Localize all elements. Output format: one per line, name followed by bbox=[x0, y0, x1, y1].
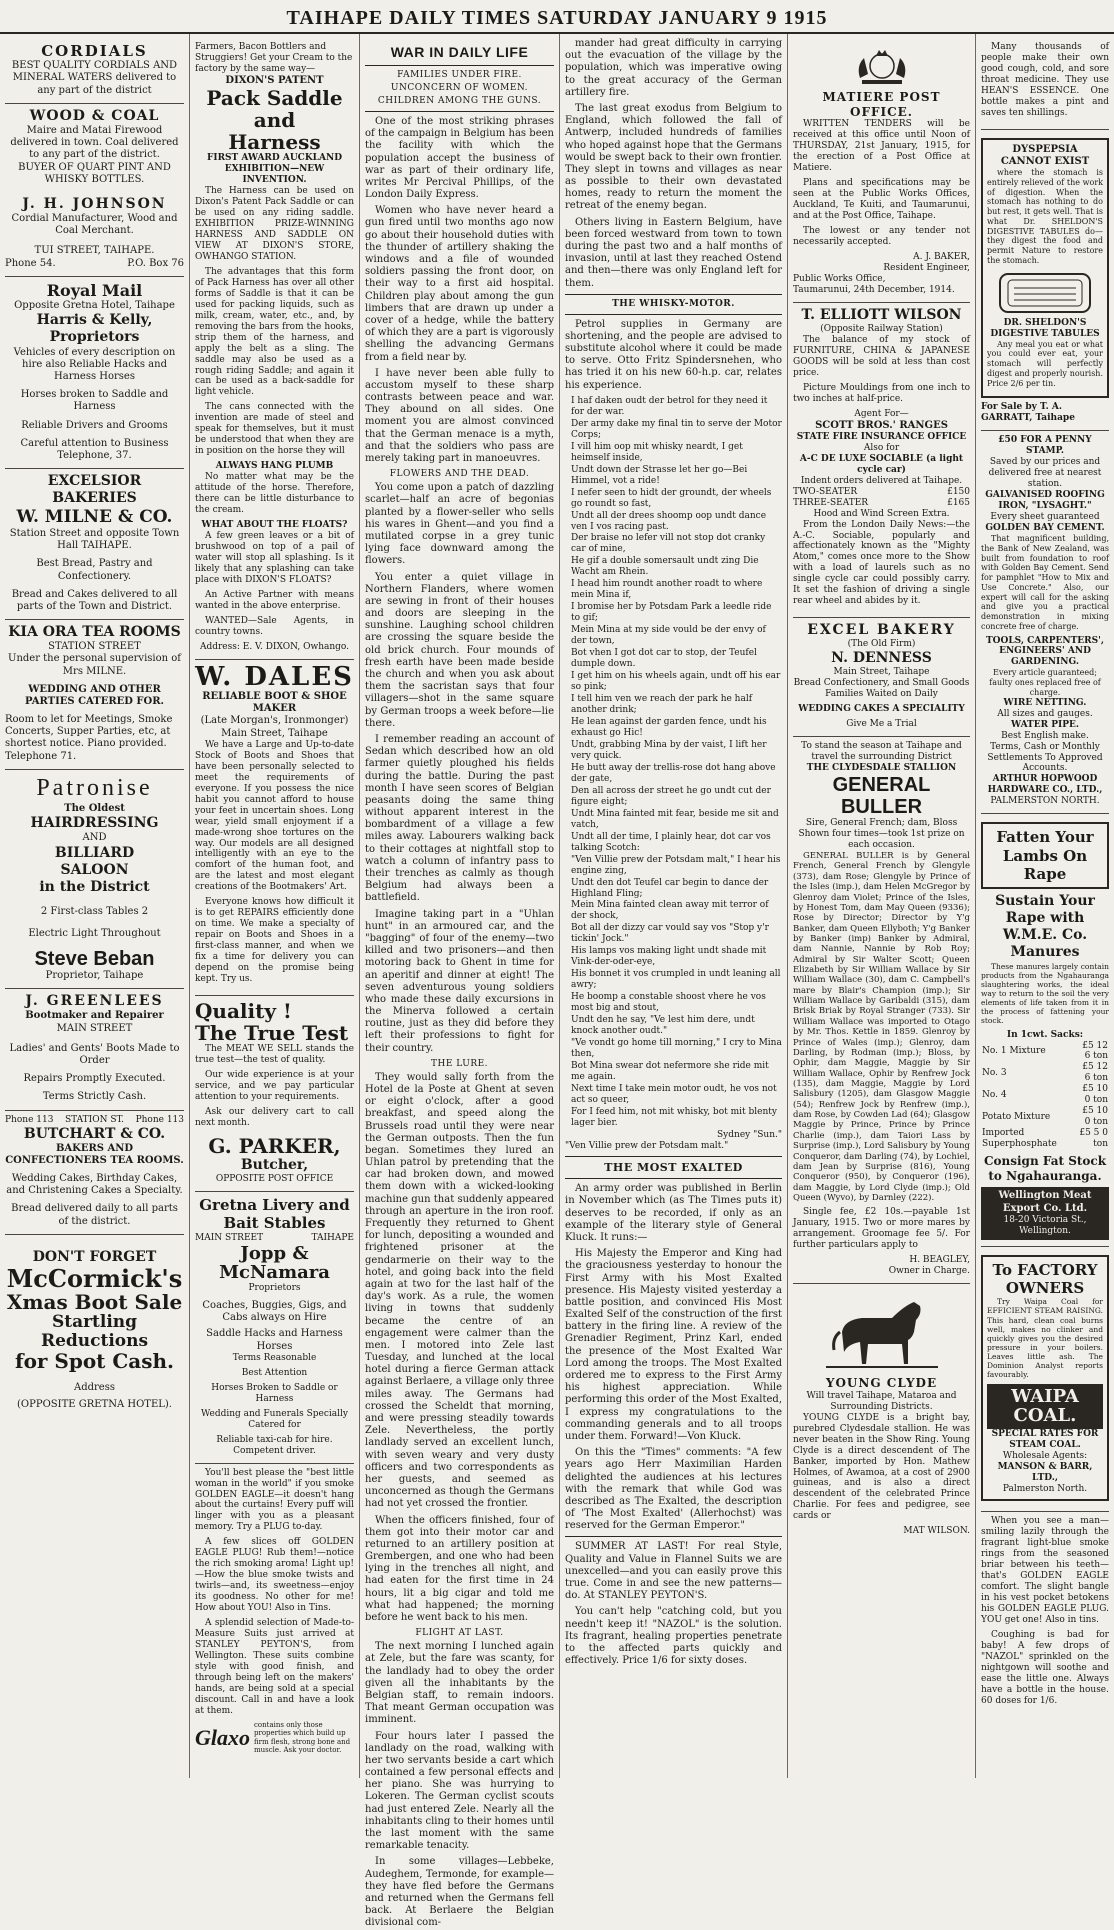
ad-g-parker: Quality ! The True Test The MEAT WE SELL stands the true test—the test of quality. Our wide experience is at your service, and we pay particular attention to your requirements. Ask our delivery cart to call next month. G. PARKER, Butcher, OPPOSITE POST OFFICE bbox=[195, 996, 354, 1192]
ad-golden-eagle-2: When you see a man—smiling lazily through the fragrant light-blue smoke rings from the seasoned briar between his teeth—that's GOLDEN EAGLE comfort. The slight bangle in his vest pocket betokens his GOLDEN EAGLE PLUG. YOU get one! Also in tins. Coughing is bad for baby! A few drops of "NAZOL" sprinkled on the nightgown will soothe and ease the little one. Always have a bottle in the house. 60 doses for 1/6. bbox=[981, 1516, 1109, 1706]
column-6 bbox=[976, 34, 1114, 1778]
glaxo-logo: Glaxo bbox=[195, 1724, 250, 1750]
ad-arthur-hopwood: £50 FOR A PENNY STAMP. Saved by our prices and delivered free at nearest station. GALVANISED ROOFING IRON, "LYSAGHT." Every sheet guaranteed GOLDEN BAY CEMENT. That magnificent building, the Bank of New Zealand, was built from foundation to roof with Golden Bay Cement. Send for pamphlet "How to Mix and Use Concrete." Also, our expert will call for the asking and give you a practical demonstration in mixing concrete free of charge. TOOLS, CARPENTERS', ENGINEERS' AND GARDENING. Every article guaranteed; faulty ones replaced free of charge. WIRE NETTING. All sizes and gauges. WATER PIPE. Best English make. Terms, Cash or Monthly Settlements To Approved Accounts. ARTHUR HOPWOOD HARDWARE CO., LTD., PALMERSTON NORTH. bbox=[981, 431, 1109, 814]
column-3: WAR IN DAILY LIFE FAMILIES UNDER FIRE. UNCONCERN OF WOMEN. CHILDREN AMONG THE GUNS. One of the most striking phrases of the campaign in Belgium has been the facility with which the population accept the business of war as part of their ordinary life, writes Mr Percival Phillips, of the London Daily Express. Women who have never heard a gun fired until two months ago now go about their household duties with the thunder of artillery shaking the windows and a file of wounded soldiers passing the front door, on their way to a first aid hospital. Children play about among the gun limbers that are drawn up under a cover of a hedge, while the battery of which they are a part is vigorously shelling the advancing Germans from a field near by. I have never been able fully to accustom myself to these sharp contrasts between peace and war. They abound on all sides. One moment you are almost convinced that the German menace is a myth, and that the soldiers who pass are merely taking part in manoeuvres. FLOWERS AND THE DEAD. You come upon a patch of dazzling scarlet—half an acre of begonias planted by a flower-seller who sells his wares in Ghent—and you find a mutilated corpse in a grey tunic lying face downward among the flowers. You enter a quiet village in Northern Flanders, where women are sewing in front of their houses and doors are sleeping in the sunshine. Laughing school children are crossing the square beside the old brick church. Four mounds of fresh earth have been made beside the church and when you ask about them the sacristan says that four villagers—shot in the same square by German troops a week before—lie there. I remember reading an account of Sedan which described how an old farmer quietly ploughed his fields during the battle. During the past month I have seen scores of Belgian peasants doing the same thing without apparent interest in the bombardment of a village a few miles away. Labourers walking back to their cottages at nightfall stop to watch a column of infantry pass to their trenches as calmly as though Belgium had always been a battlefield. Imagine taking part in a "Uhlan hunt" in an armoured car, and the "bagging" of four of the enemy—two killed and two prisoners—and then motoring back to Ghent in time for an aperitif and dinner at eight! The seven adventurous young soldiers who made these daily excursions in the Minerva followed a certain routine, just as they did before they left their professions to fight for their country. THE LURE. They would sally forth from the Hotel de la Poste at Ghent at seven or eight o'clock, after a good breakfast, and speed along the Brussels road until they were near the German outposts. Then the fun began. Sometimes they lured an Uhlan patrol by pretending that the car had broken down, and mowed them down with a wicked-looking machine gun that suddenly appeared through an aperture in the iron roof. Frequently they returned to Ghent for lunch, depositing a wounded and frightened prisoner at the gendarmerie on their way to the hotel, and going back into the field again at two for the last half of the day's work. As a rule, the women living in towns that suddenly became the centre of an engagement were calmer than the men. I motored into Zele last Tuesday, and lunched at the local hotel during a fierce German attack against Berlaere, a village only three miles away. The Germans had crossed the Scheldt that morning, and were pressing steadily towards Zele. Nevertheless, the portly landlady served an excellent lunch, with seven weary and very dusty officers and two correspondents as her guests, and seemed as unconcerned as though the Germans had not yet crossed the frontier. When the officers finished, four of them got into their motor car and returned to an artillery position at Grembergen, and one who had been lying in the trenches all night, and had eaten for the first time in 24 hours, lit a big cigar and told me what had happened; the morning before he went back to his men. FLIGHT AT LAST. The next morning I lunched again at Zele, but the fare was scanty, for the landlady had to obey the order given all the inhabitants by the Belgian staff, to remain indoors. That meant German occupation was imminent. Four hours later I passed the landlady on the road, walking with her two servants beside a cart which contained a few personal effects and her piano. She was hurrying to Lokeren. The German cyclist scouts had just entered Zele. Nearly all the inhabitants cling to their homes until the last moment with the same remarkable tenacity. In some villages—Lebbeke, Audeghem, Termonde, for example—they have fled before the Germans and returned when the Germans fell back. At Berlaere the Belgian divisional com- bbox=[360, 34, 560, 1778]
royal-crest-icon bbox=[852, 44, 912, 88]
column-5 bbox=[788, 34, 976, 1778]
ad-mccormick: DON'T FORGET McCormick's Xmas Boot Sale Startling Reductions for Spot Cash. Address (OPPOSITE GRETNA HOTEL). bbox=[6, 1248, 183, 1410]
manure-price-table: No. 1 Mixture £5 12 6 ton No. 3 £5 12 6 ton No. 4 £5 10 0 ton Potato Mixture £5 10 0 ton Imported Superphosphate £5 5 0 ton bbox=[982, 1040, 1108, 1150]
ad-waipa-coal: To FACTORY OWNERS Try Waipa Coal for EFFICIENT STEAM RAISING. This hard, clean coal burns well, makes no clinker and quickly gives you the desired pressure in your boilers. Leaves little ash. The Dominion Analyst reports favourably. WAIPA COAL. SPECIAL RATES FOR STEAM COAL. Wholesale Agents: MANSON & BARR, LTD., Palmerston North. bbox=[981, 1247, 1109, 1512]
whisky-motor-poem: I haf daken oudt der betrol for they need it for der war. Der army dake my final tin to serve der Motor Corps; I vill him oop mit whisky neardt, I get heimself inside, Undt down der Strasse let her go—Bei Himmel, vot a ride! I nefer seen to hidt der groundt, der wheels go roundt so fast, Undt all der drees shoomp oop undt dance ven I vos racing past. Der braise no lefer vill not stop dot cranky car of mine, He gif a double somersault undt zing Die Wacht am Rhein. I head him roundt another roadt to where mein Mina if, I bromise her by Potsdam Park a leedle ride to gif; Mein Mina at my side vould be der envy of der town, Bot vhen I got dot car to stop, der Teufel dumple down. I get him on his wheels again, undt off his ear so pink; I tell him ven we reach der park he half another drink; He lean against der garden fence, undt his exhaust go Hic! Undt, grabbing Mina by der vaist, I lift her very quick. He butt away der trellis-rose dot hang above der gate, Den all across der street he go undt cut der figure eight; Undt Mina fainted mit fear, beside me sit and vatch, Undt all der time, I plainly hear, dot car vos talking Scotch: "Ven Villie prew der Potsdam malt," I hear his engine zing, Undt den dot Teufel car begin to dance der Highland Fling; Mein Mina fainted clean away mit terror of der shock, Bot all der dizzy car vould say vos "Stop y'r tickin' Jock." His lamps vos making light undt shade mit Vink-der-oder-eye, His bonnet it vos crumpled in undt leaning all awry; He boomp a constable shoost vhere he vos most big and stout, Undt den he say, "Ve lest him dere, undt knock another oudt." "Ve vondt go home till morning," I cry to Mina then, Bot Mina swear dot nefermore she ride mit me again. Next time I take mein motor oudt, he vos not act so queer, For I feed him, not mit whisky, bot mit blenty lager bier. bbox=[571, 395, 782, 1128]
ad-royal-mail: Royal Mail Opposite Gretna Hotel, Taihape Harris & Kelly, Proprietors Vehicles of every description on hire also Reliable Hacks and Harness Horses Horses broken to Saddle and Harness Reliable Drivers and Grooms Careful attention to Business Telephone, 37. bbox=[5, 277, 184, 469]
ad-excel-bakery: EXCEL BAKERY (The Old Firm) N. DENNESS Main Street, Taihape Bread Confectionery, and Small Goods Families Waited on Daily WEDDING CAKES A SPECIALITY Give Me a Trial bbox=[793, 618, 970, 737]
ad-wme-manures: Fatten Your Lambs On Rape Sustain Your Rape with W.M.E. Co. Manures These manures largely contain products from the Ngahauranga slaughtering works, the ideal way to return to the soil the very elements of life taken from it in the process of fattening your stock. In 1cwt. Sacks: No. 1 Mixture £5 12 6 ton No. 3 £5 12 6 ton No. 4 £5 10 0 ton Potato Mixture £5 10 0 ton Imported Superphosphate £5 5 0 ton Consign Fat Stock to Ngahauranga. Wellington Meat Export Co. Ltd. 18-20 Victoria St., Wellington. bbox=[981, 814, 1109, 1246]
ad-butchart: Phone 113 STATION ST. Phone 113 BUTCHART & CO. BAKERS AND CONFECTIONERS TEA ROOMS. Wedding Cakes, Birthday Cakes, and Christening Cakes a Specialty. Bread delivered daily to all parts of the district. bbox=[5, 1111, 184, 1235]
ad-w-dales: W. DALES RELIABLE BOOT & SHOE MAKER (Late Morgan's, Ironmonger) Main Street, Taihape We have a Large and Up-to-date Stock of Boots and Shoes that have been personally selected to meet the requirements of everyone. If you possess the nice habit you cannot afford to house your feet in uncertain shoes. Long wear, yield small enjoyment if a made-wrong shoe tortures on the way. Our models are all designed intelligently with an eye to the comfort of the human foot, and are the latest and most elegant creations of the Bootmakers' Art. Everyone knows how difficult it is to get REPAIRS efficiently done on time. We make a specialty of repair on Boots and Shoes in a first-class manner, and when we fix a time for delivery you can depend on the promise being kept. Try us. bbox=[195, 660, 354, 996]
ad-cordials: CORDIALS BEST QUALITY CORDIALS AND MINERAL WATERS delivered to any part of the district bbox=[5, 38, 184, 104]
ad-greenlees: J. GREENLEES Bootmaker and Repairer MAIN STREET Ladies' and Gents' Boots Made to Order Repairs Promptly Executed. Terms Strictly Cash. bbox=[5, 989, 184, 1110]
ad-elliott-wilson: T. ELLIOTT WILSON (Opposite Railway Station) The balance of my stock of FURNITURE, CHINA & JAPANESE GOODS will be sold at less than cost price. Picture Mouldings from one inch to two inches at half-price. Agent For— SCOTT BROS.' RANGES STATE FIRE INSURANCE OFFICE Also for A-C DE LUXE SOCIABLE (a light cycle car) Indent orders delivered at Taihape. TWO-SEATER £150 THREE-SEATER £165 Hood and Wind Screen Extra. From the London Daily News:—the A.-C. Sociable, popularly and affectionately known as the "Mighty Atom," comes once more to the Show with a load of laurels such as no single cycle car could possibly carry. It set the fashion of driving a single rear wheel and abides by it. bbox=[793, 303, 970, 619]
waipa-coal-logo: WAIPA COAL. bbox=[987, 1384, 1103, 1430]
ad-general-buller: To stand the season at Taihape and travel the surrounding District THE CLYDESDALE STALLION GENERAL BULLER Sire, General French; dam, Bloss Shown four times—took 1st prize on each occasion. GENERAL BULLER is by General French, General French by Glengyle (373), dam Rose; Glengyle by Prince of the Isles (imp.), dam Helen McGregor by Glenroy dam Violet; Prince of the Isles, by Honest Tom, dam May Queen (9336); Rose by Director; Director by Y'g Banker, dam Queen Ellyboth; Y'g Banker by Banker (imp) Banker by Admiral, dam Nannie, Nannie by Rob Roy; Admiral by Sir Walter Scott; Queen Elizabeth by Sir William Wallace by Sir William Wallace (30), dam C. Campbell's mare by Blair's Champion (imp.); Sir William Wallace by Garibaldi (315), dam Brisk Briak by Royal Stranger (733). Sir William Wallace was imported to Otago by Mr. Thos. Kettle in 1859. Glenroy by Prince of Wales (imp.); Glenroy, dam Darling, by Rodman (imp.); Bloss, by Ophir, dam Maggie, Maggie by Sir William Wallace, Ophir by Renfrew Jock (135), dam Maggie, Maggie by Lord Salisbury (1205), dam Glasgow Maggie (54); Renfrew Jock by Renfrew (imp.), dam Rose, by Cowden Lad (64); Glasgow Maggie by Prince, Prince by Prince Charlie (imp.), dam Taiori Lass by Surprise (imp.), Lord Salisbury by Young Conqueror, dam Darling (74), by Lochiel, dam Jean by Surprise (816), Young Conqueror (950), by Conqueror (196), dam Maggie, by Lord Clyde (imp.); Old Queen (Wyvo), by Darnley (222). Single fee, £2 10s.—payable 1st January, 1915. Two or more mares by arrangement. Groomage fee 5/. For further particulars apply to H. BEAGLEY, Owner in Charge. bbox=[793, 737, 970, 1284]
tabules-tin-icon bbox=[990, 270, 1100, 316]
ad-kia-ora-tea-rooms: KIA ORA TEA ROOMS STATION STREET Under the personal supervision of Mrs MILNE. WEDDING AND OTHER PARTIES CATERED FOR. Room to let for Meetings, Smoke Concerts, Supper Parties, etc, at shortest notice. Piano provided. Telephone 71. bbox=[5, 620, 184, 770]
horse-icon bbox=[822, 1292, 942, 1372]
masthead: TAIHAPE DAILY TIMES SATURDAY JANUARY 9 1915 bbox=[0, 0, 1114, 34]
columns bbox=[0, 34, 1114, 1929]
ad-steve-beban: Patronise The Oldest HAIRDRESSING AND BILLIARD SALOON in the District 2 First-class Tables 2 Electric Light Throughout Steve Beban Proprietor, Taihape bbox=[5, 770, 184, 990]
ad-wood-coal: WOOD & COAL Maire and Matai Firewood delivered in town. Coal delivered to any part of the district. BUYER OF QUART PINT AND WHISKY BOTTLES. J. H. JOHNSON Cordial Manufacturer, Wood and Coal Merchant. TUI STREET, TAIHAPE. Phone 54. P.O. Box 76 bbox=[5, 104, 184, 277]
ad-dyspepsia: DYSPEPSIA CANNOT EXIST where the stomach is entirely relieved of the work of digestion. When the stomach has nothing to do but rest, it gets well. That is what Dr. SHELDON'S DIGESTIVE TABULES do—they digest the food and permit Nature to restore the stomach. DR. SHELDON'S DIGESTIVE TABULES Any meal you eat or what you could ever eat, your stomach will perfectly digest and properly nourish. Price 2/6 per tin. For Sale by T. A. GARRATT, Taihape bbox=[981, 130, 1109, 432]
ad-golden-eagle: You'll best please the "best little woman in the world" if you smoke GOLDEN EAGLE—it doesn't hang about the curtains! Every puff will linger with you as a pleasant memory. Try a PLUG to-day. A few slices off GOLDEN EAGLE PLUG! Rub them!—notice the rich smoking aroma! Light up!—How the blue smoke twists and twirls—and, its sweetness—enjoy its goodness. No other for me! How about YOU! Also in Tins. A splendid selection of Made-to-Measure Suits just arrived at STANLEY PEYTON'S, from Wellington. These suits combine style with good finish, and through being left on the makers' hands, are being sold at a special discount. Call in and have a look at them. Glaxo contains only those properties which build up firm flesh, strong bone and muscle. Ask your doctor. bbox=[195, 1467, 354, 1755]
notice-matiere-post-office: MATIERE POST OFFICE. WRITTEN TENDERS will be received at this office until Noon of THURSDAY, 21st January, 1915, for the erection of a Post Office at Matiere. Plans and specifications may be seen at the Public Works Offices, Auckland, Te Kuiti, and Taumarunui, and at the Post Office, Taihape. The lowest or any tender not necessarily accepted. A. J. BAKER, Resident Engineer, Public Works Office, Taumarunui, 24th December, 1914. bbox=[793, 38, 970, 303]
column-2 bbox=[190, 34, 360, 1778]
article-title: WAR IN DAILY LIFE bbox=[390, 44, 529, 60]
ad-dixon-pack-saddle: Farmers, Bacon Bottlers and Struggiers! Get your Cream to the factory by the same way— DIXON'S PATENT Pack Saddle and Harness FIRST AWARD AUCKLAND EXHIBITION—NEW INVENTION. The Harness can be used on Dixon's Patent Pack Saddle or can be used on any riding saddle. EXHIBITION PRIZE-WINNING HARNESS AND SADDLE ON VIEW AT DIXON'S STORE, OWHANGO STATION. The advantages that this form of Pack Harness has over all other forms of Saddle is that it can be used for packing liquids, such as milk, cream, water, etc., and, by removing the bars from the hooks, strip them of the harness, and apply the belt as a sling. The saddle may also be used as a rough riding Saddle; and again it can be used as a back-saddle for light vehicle. The cans connected with the invention are made of steel and speak for themselves, but it must be understood that when they are in position on the horse they will ALWAYS HANG PLUMB No matter what may be the attitude of the horse. Therefore, there can be little disturbance to the cream. WHAT ABOUT THE FLOATS? A few green leaves or a bit of brushwood on top of a pail of water will stop all splashing. Is it likely that any splashing can take place with DIXON'S FLOATS? An Active Partner with means wanted in the above enterprise. WANTED—Sale Agents, in country towns. Address: E. V. DIXON, Owhango. bbox=[195, 38, 354, 660]
ad-young-clyde: YOUNG CLYDE Will travel Taihape, Mataroa and Surrounding Districts. YOUNG CLYDE is a bright bay, purebred Clydesdale stallion. He was never beaten in the Show Ring. Young Clyde is a direct descendent of The Banker, imported by Hon. Mathew Holmes, of Awamoa, at a cost of 2900 guineas, and is also a direct descendent of the celebrated Prince Charlie. For fees and pedigree, see cards or MAT WILSON. bbox=[793, 1284, 970, 1543]
ad-jopp-mcnamara: Gretna Livery and Bait Stables MAIN STREET TAIHAPE Jopp & McNamara Proprietors Coaches, Buggies, Gigs, and Cabs always on Hire Saddle Hacks and Harness Horses Terms Reasonable Best Attention Horses Broken to Saddle or Harness Wedding and Funerals Specially Catered for Reliable taxi-cab for hire. Competent driver. bbox=[195, 1192, 354, 1464]
column-1 bbox=[0, 34, 190, 1778]
column-4: mander had great difficulty in carrying out the evacuation of the village by the population, which was imperative owing to the great accuracy of the German artillery fire. The last great exodus from Belgium to England, which followed the fall of Antwerp, included hundreds of families who hoped against hope that the Germans would be swept back to their own frontier. They slept in towns and villages as near as possible to their own devastated homes, ready to return the moment the retreat of the enemy began. Others living in Eastern Belgium, have been forced westward from town to town during the past two and a half months of invasion, until at last they reached Ostend and then—there was only England left for them. THE WHISKY-MOTOR. Petrol supplies in Germany are shortening, and the people are advised to substitute alcohol where it could be made to serve. Otto Fritz Spindersnehen, who has tried it on his new 60-h.p. car, relates his experience. I haf daken oudt der betrol for they need it for der war. Der army dake my final tin to serve der Motor Corps; I vill him oop mit whisky neardt, I get heimself inside, Undt down der Strasse let her go—Bei Himmel, vot a ride! I nefer seen to hidt der groundt, der wheels go roundt so fast, Undt all der drees shoomp oop undt dance ven I vos racing past. Der braise no lefer vill not stop dot cranky car of mine, He gif a double somersault undt zing Die Wacht am Rhein. I head him roundt another roadt to where mein Mina if, I bromise her by Potsdam Park a leedle ride to gif; Mein Mina at my side vould be der envy of der town, Bot vhen I got dot car to stop, der Teufel dumple down. I get him on his wheels again, undt off his ear so pink; I tell him ven we reach der park he half another drink; He lean against der garden fence, undt his exhaust go Hic! Undt, grabbing Mina by der vaist, I lift her very quick. He butt away der trellis-rose dot hang above der gate, Den all across der street he go undt cut der figure eight; Undt Mina fainted mit fear, beside me sit and vatch, Undt all der time, I plainly hear, dot car vos talking Scotch: "Ven Villie prew der Potsdam malt," I hear his engine zing, Undt den dot Teufel car begin to dance der Highland Fling; Mein Mina fainted clean away mit terror of der shock, Bot all der dizzy car vould say vos "Stop y'r tickin' Jock." His lamps vos making light undt shade mit Vink-der-oder-eye, His bonnet it vos crumpled in undt leaning all awry; He boomp a constable shoost vhere he vos most big and stout, Undt den he say, "Ve lest him dere, undt knock another oudt." "Ve vondt go home till morning," I cry to Mina then, Bot Mina swear dot nefermore she ride mit me again. Next time I take mein motor oudt, he vos not act so queer, For I feed him, not mit whisky, bot mit blenty lager bier. Sydney "Sun." "Ven Villie prew der Potsdam malt." THE MOST EXALTED An army order was published in Berlin in November which (as The Times puts it) deserves to be recorded, if only as an example of the literary style of General Kluck. It runs:— His Majesty the Emperor and King had the graciousness yesterday to honour the First Army with his Most Exalted presence. His Majesty visited yesterday a battle position, and convinced His Most Exalted Self of the construction of the first battery in the firing line. A review of the Grenadier Regiment, Prinz Karl, ended the presence of the Most Exalted War Lord among the troops. The Most Exalted ordered me to express to the First Army his highest appreciation. While performing this order of the Most Exalted, I express my congratulations to the commanding generals and to all troops under them. Forward!—Von Kluck. On this the "Times" comments: "A few years ago Herr Maximilian Harden delighted the audiences at his lectures with the remark that while God was described as The Exalted, the description of 'The Most Exalted' (Allerhochst) was reserved for the German Emperor." SUMMER AT LAST! For real Style, Quality and Value in Flannel Suits we are unexcelled—and you can easily prove this true. Come in and see the new patterns—do. At STANLEY PEYTON'S. You can't help "catching cold, but you needn't keep it! "NAZOL" is the solution. Its fragrant, healing properties penetrate to the affected parts quickly and effectively. Price 1/6 for sixty doses. bbox=[560, 34, 788, 1778]
ad-excelsior-bakeries: EXCELSIOR BAKERIES W. MILNE & CO. Station Street and opposite Town Hall TAIHAPE. Best Bread, Pastry and Confectionery. Bread and Cakes delivered to all parts of the Town and District. bbox=[5, 469, 184, 620]
ad-heans-essence: Many thousands of people make their own good cough, cold, and sore throat medicine. They use HEAN'S ESSENCE. One bottle makes a pint and saves ten shillings. bbox=[981, 38, 1109, 130]
